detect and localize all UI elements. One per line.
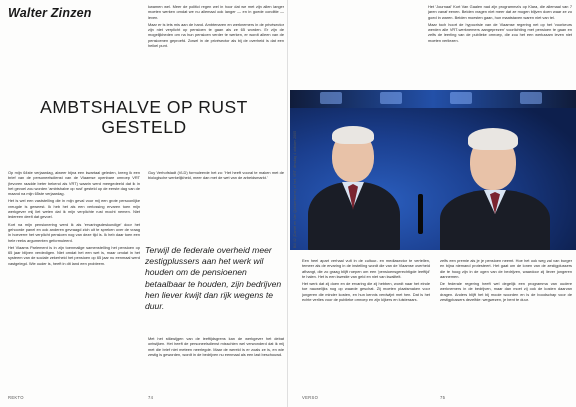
paragraph: Een heel apart verhaal vult in de cultuur- en mediasector te vertellen, temeer als de ervaring in de instelling wordt die van de Vlaamse overheid afhangt, die zo graag blijft roepen om een 'pensioensgerechtigde leeftijd' te halen. Het is een kwestie van geld en niet van kwaliteit. <box>302 258 430 279</box>
microphone <box>418 194 423 234</box>
paragraph: Met het stilzwijgen van de leeftijdsgrens kan de werkgever het debat ontwijken. Het heeft de personeelsdienst misschien wel verwonderd dat ik mij met die brief niet meteen neerlegde. Maar de wereld is er zoals ze is, en wie zestig is geworden, wordt in de bedrijven nu eenmaal als een last beschouwd. <box>148 336 284 357</box>
paragraph: Maar toch hoort de hypocrisie van de Vlaamse regering net op het 'voorkeurs werden alle VRT-werknemers aangeprezen' voorlichting met pensioen te gaan en zelfs de leerling van de publieke omroep, die zou het een werkzaam leven niet moeten verliezen. <box>428 21 572 43</box>
paragraph: Maar er is iets mis aan de hand. Ambtenaren en werknemers in de privésector zijn niet verplicht op pensioen te gaan als ze 65 worden. Er zijn de mogelijkheden om na hun pensioen verder te werken, er wordt alleen van de pensioenen geproefd. Zowel in de privésector als bij de overheid is dat een heikel punt. <box>148 21 284 49</box>
column-2-bottom <box>148 336 284 390</box>
pull-quote: Terwijl de federale overheid meer zestigplussers aan het werk wil houden om de pensioenen betaalbaar te houden, zijn bedrijven hen liever kwijt dan rijk wegens te duur. <box>145 245 282 312</box>
paragraph: Op mijn 64ste verjaardag, alweer bijna een kwartaal geleden, kreeg ik een brief van de personeelsdienst van de Vlaamse openbare omroep VRT (tevoren raadde beter bekend als VRT) waarin werd meegedeeld dat ik in het gevoel zou worden 'ambtshalve op rust' gesteld op de eerste dag van de maand na mijn 65ste verjaardag. <box>8 170 140 197</box>
author-name: Walter Zinzen <box>8 6 92 20</box>
page-number-left: 74 <box>148 395 154 400</box>
page-number-right: 75 <box>440 395 446 400</box>
paragraph: Guy Verhofstadt (VLD) formuleerde het zo: 'Het heeft vooral te maken met de biologische werkelijkheid, meer dan met de wet van de arbeidsmarkt.' <box>148 170 284 181</box>
article-title: AMBTSHALVE OP RUST GESTELD <box>40 97 248 137</box>
tv-debate-photo <box>290 90 576 250</box>
intro-text <box>148 4 284 64</box>
column-1 <box>8 170 140 390</box>
right-column-top <box>428 4 572 86</box>
paragraph: Het werk dat zij doen en de ervaring die zij hebben, wordt naar het einde toe nauwelijks nog op waarde geschat. Zij moeten plaatsmaken voor jongeren die minder kosten, en hun kennis verdwijnt met hen. Dat is het echte verlies voor de publieke omroep en zijn kijkers en luisteraars. <box>302 281 430 303</box>
photo-caption: Bill 42 (Daniel en Van Quickenborne) of het, VRT, dinsdag 4 oktober 2005 <box>293 130 297 248</box>
studio-lights <box>290 90 576 108</box>
paragraph: De federale regering heeft wel degelijk een programma van oudere werknemers in de bedrijven, maar dan moet zij ook de kosten daarvan dragen. Anders blijft het bij mooie woorden en is de boodschap voor de zestigplussers dezelfde: wegwezen, je bent te duur. <box>440 281 572 303</box>
paragraph: kwamen wel. Meer de politici regen wel in hoor dat we met zijn allen langer moeten werken omdat we nu allemaal ook langer — en in goede conditie — leven. <box>148 4 284 20</box>
column-2-top <box>148 170 284 192</box>
paragraph: Het 'Journaal' Kort Van Gaalen nad zijn programma's op Klara, die allemaal van 7 jaren vanaf eenen. Beiden vragen niet meer dat ze mogen blijven doen waar ze zo goed in waren. Beiden moesten gaan, hun maatstaven waren niet van tel. <box>428 4 572 20</box>
paragraph: zelfs een premie als je je pensioen neemt. Hoe het ook weg zal van burger en bijna niemand protesteert. Het gaat om de lonen van de zestigplussers die te hoog zijn in de ogen van de bedrijven, waardoor zij liever jongeren aannemen. <box>440 258 572 279</box>
paragraph: Het is wel een vaststelling die in mijn geval voor mij een grote persoonlijke vreugde is geweest. Ik heb het als een verlossing ervaren toen mijn werkgever mij liet weten dat ik mijn verplichte rust mocht nemen. Niet iedereen deelt dat gevoel. <box>8 198 140 220</box>
right-column-bottom-1 <box>302 258 430 390</box>
footer-verso: VERSO <box>302 395 319 400</box>
footer-recto: REKTO <box>8 395 24 400</box>
right-column-bottom-2 <box>440 258 572 390</box>
paragraph: Kort na mijn pensionering werd ik als 'ervaringsdeskundige' door het gehoorde panel en ook anderen gevraagd zich uit te spreken over de vraag in hoeverre het verplicht pensioen nog van deze tijd is. Ik heb daar toen een hele reeks argumenten geformuleerd. <box>8 221 140 243</box>
paragraph: Het Vlaams Parlement is in zijn toenmalige samenstelling het pensioen op 65 jaar blijven verdedigen. Niet omdat het een wet is, maar omdat in het systeem van de sociale zekerheid het pensioen op 65 jaar nu eenmaal werd vastgelegd. Wie ouder is, heeft in dit land een probleem. <box>8 244 140 266</box>
